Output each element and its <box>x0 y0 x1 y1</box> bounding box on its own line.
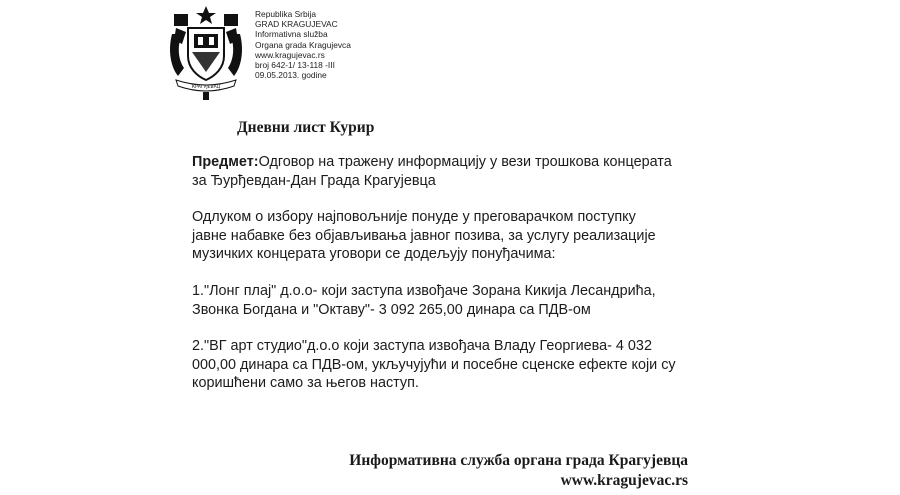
signature-organization: Информативна служба органа града Крагујевца <box>349 452 688 469</box>
item-1-line: 1."Лонг плај" д.о.о- који заступа извођаче Зорана Кикија Лесандрића, <box>192 282 656 299</box>
subject-text-1: Одговор на тражену информацију у вези трошкова концерата <box>258 154 672 170</box>
coat-of-arms-emblem <box>168 4 244 102</box>
signature-website: www.kragujevac.rs <box>560 471 688 489</box>
item-2-line: 2."ВГ арт студио"д.о.о који заступа извођача Владу Георгиева- 4 032 <box>192 338 652 355</box>
intro-line: Одлуком о избору најповољније понуде у преговарачком поступку <box>192 209 636 226</box>
intro-line: музичких концерата уговори се додељују понуђачима: <box>192 246 556 263</box>
letterhead-country: Republika Srbija <box>255 9 316 19</box>
letterhead-organ: Organa grada Kragujevca <box>255 39 351 50</box>
subject-label: Предмет: <box>192 154 259 170</box>
item-2-line: коришћени само за његов наступ. <box>192 375 419 392</box>
letterhead-city: GRAD KRAGUJEVAC <box>255 19 338 30</box>
item-1-line: Звонка Богдана и "Октаву"- 3 092 265,00 динара са ПДВ-ом <box>192 301 591 318</box>
letter-body <box>192 153 712 393</box>
crest-ribbon-text: КРАГУЈЕВАЦ <box>191 85 221 90</box>
intro-line: јавне набавке без објављивања јавног позива, за услугу реализације <box>192 227 656 244</box>
subject-line-2: за Ђурђевдан-Дан Града Крагујевца <box>192 172 436 189</box>
letterhead <box>255 9 351 80</box>
letterhead-department: Informativna služba <box>255 29 328 40</box>
signature-block <box>349 451 688 490</box>
letterhead-website: www.kragujevac.rs <box>255 49 325 60</box>
addressee: Дневни лист Курир <box>237 119 375 136</box>
letterhead-reference-number: broj 642-1/ 13-118 -III <box>255 60 335 71</box>
letterhead-date: 09.05.2013. godine <box>255 70 327 81</box>
item-2-line: 000,00 динара са ПДВ-ом, укључујући и посебне сценске ефекте који су <box>192 356 676 373</box>
subject-line-1 <box>192 153 712 172</box>
